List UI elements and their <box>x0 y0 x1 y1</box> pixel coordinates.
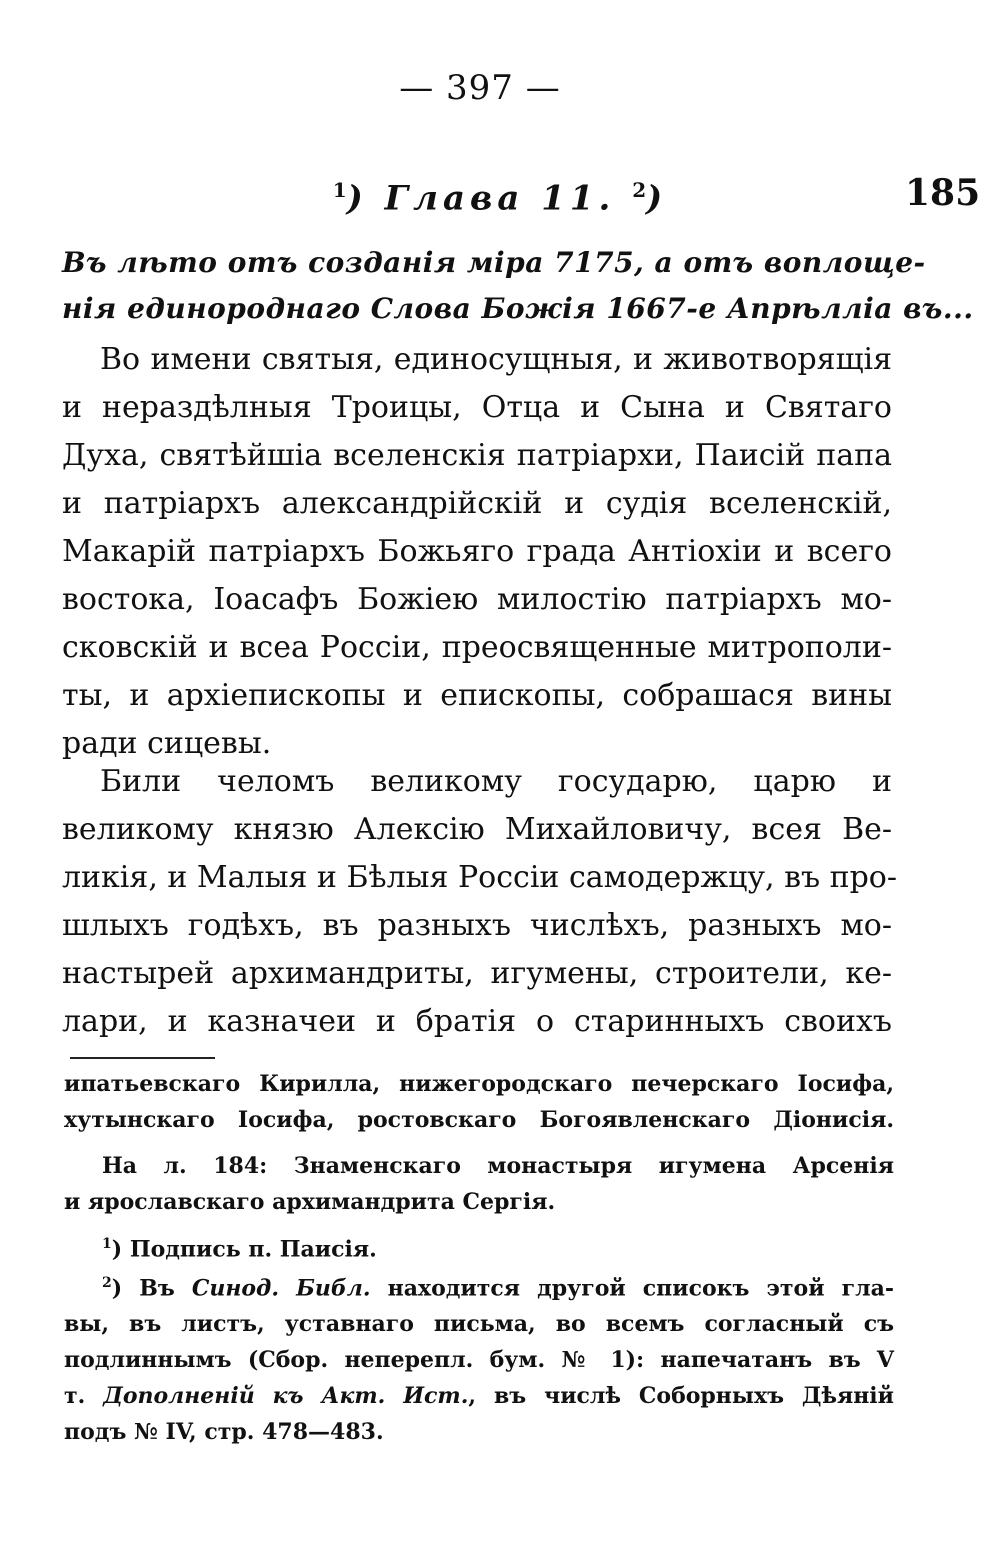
footnote-marker: 2 <box>632 178 647 202</box>
text-line: и патріархъ александрійскій и судія вселенскій, <box>62 486 892 521</box>
footnote-1 <box>64 1226 894 1267</box>
paragraph-1 <box>62 336 892 768</box>
footnote-text: т. <box>64 1383 104 1410</box>
footnote-line: На л. 184: Знаменскаго монастыря игумена Арсенія <box>102 1153 894 1179</box>
text-line: Въ лѣто отъ созданія міра 7175, а отъ воплоще- <box>62 246 926 279</box>
footnote-source-title: Дополненій къ Акт. Ист. <box>103 1383 469 1410</box>
text-line: ликія, и Малыя и Бѣлыя Россіи самодержцу, въ про- <box>62 860 898 895</box>
text-line: Макарій патріархъ Божьяго града Антіохіи и всего <box>62 534 892 569</box>
text-line: Во имени святыя, единосущныя, и животворящія <box>100 342 892 377</box>
footnote-divider <box>70 1057 215 1059</box>
footnote-line: ипатьевскаго Кирилла, нижегородскаго печерскаго Іосифа, <box>64 1071 894 1097</box>
footnote-text: ) Въ <box>111 1275 192 1302</box>
chapter-title: Глава 11. <box>384 178 616 219</box>
page-number: — 397 — <box>399 68 561 108</box>
text-line: шлыхъ годѣхъ, въ разныхъ числѣхъ, разныхъ мо- <box>62 908 892 943</box>
footnote-marker: 1 <box>332 178 347 202</box>
text-line: настырей архимандриты, игумены, строители, ке- <box>62 956 892 991</box>
footnote-line: вы, въ листъ, уставнаго письма, во всемъ согласный съ <box>64 1311 894 1338</box>
text-line: сковскій и всеа Россіи, преосвященные митрополи- <box>62 630 892 665</box>
footnote-line: и ярославскаго архимандрита Сергія. <box>64 1189 556 1215</box>
footnote-2 <box>64 1265 894 1450</box>
text-line: ради сицевы. <box>62 726 272 761</box>
text-line: востока, Іоасафъ Божіею милостію патріархъ мо- <box>62 582 892 617</box>
footnote-line: подъ № IV, стр. 478—483. <box>64 1419 384 1446</box>
footnote-line <box>64 1378 894 1414</box>
footnote-text: , въ числѣ Соборныхъ Дѣяній <box>468 1383 894 1410</box>
footnote-line <box>64 1265 894 1306</box>
footnote-marker: 1 <box>102 1236 112 1252</box>
footnote-leaf-note <box>64 1148 894 1220</box>
chapter-heading: $^1$) Глава 11. $^2$) <box>332 178 668 219</box>
footnote-line: хутынскаго Іосифа, ростовскаго Богоявленскаго Діонисія. <box>64 1107 894 1133</box>
text-line: ты, и архіепископы и епископы, собрашася вины <box>62 678 892 713</box>
text-line: и нераздѣлныя Троицы, Отца и Сына и Святаго <box>62 390 892 425</box>
chapter-intro <box>62 240 974 332</box>
footnote-text: находится другой списокъ этой гла- <box>370 1275 894 1302</box>
footnote-text: ) Подпись п. Паисія. <box>111 1236 377 1263</box>
footnote-source-title: Синод. Библ. <box>191 1275 371 1302</box>
footnote-line: подлиннымъ (Сбор. неперепл. бум. № 1): напечатанъ въ V <box>64 1347 894 1374</box>
margin-leaf-number: 185 <box>905 172 981 214</box>
text-line: лари, и казначеи и братія о старинныхъ своихъ <box>62 1004 892 1039</box>
text-line: Духа, святѣйшіа вселенскія патріархи, Паисій папа <box>62 438 892 473</box>
text-line: нія единороднаго Слова Божія 1667-е Апрѣлліа въ... <box>62 292 974 325</box>
footnote-continuation <box>64 1066 894 1138</box>
paragraph-2 <box>62 758 898 1046</box>
footnote-line <box>64 1226 894 1267</box>
text-line: Били челомъ великому государю, царю и <box>100 764 892 799</box>
text-line: великому князю Алексію Михайловичу, всея Ве- <box>62 812 892 847</box>
footnote-marker: 2 <box>102 1275 112 1291</box>
